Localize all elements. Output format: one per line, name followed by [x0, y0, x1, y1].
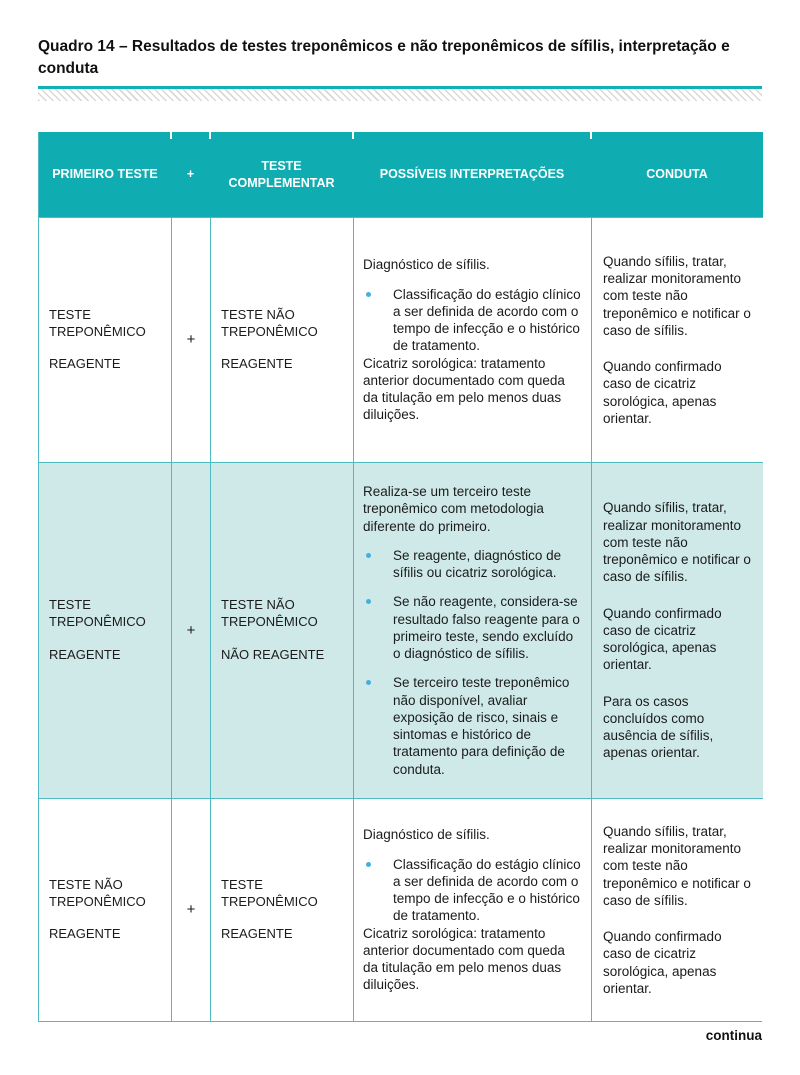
continuation-label: continua	[705, 1028, 762, 1043]
row3-interpretation-cell	[353, 798, 591, 1021]
row1-first-test-name: TESTE TREPONÊMICO	[49, 306, 146, 339]
interpretation-bullet: Se reagente, diagnóstico de sífilis ou cicatriz sorológica.	[363, 547, 581, 582]
col-header-complementary-test: TESTE COMPLEMENTAR	[210, 132, 353, 217]
conduct-paragraph: Quando confirmado caso de cicatriz sorológica, apenas orientar.	[603, 605, 722, 673]
row1-interpretation-cell	[353, 217, 591, 462]
col-header-first-test: PRIMEIRO TESTE	[39, 132, 171, 217]
page-content	[38, 0, 762, 1043]
row2-first-test-result: REAGENTE	[49, 646, 121, 662]
row3-plus-cell: +	[171, 798, 210, 1021]
row2-interpretation-cell	[353, 462, 591, 798]
row1-conduct-cell	[591, 217, 763, 462]
row1-plus-cell: +	[171, 217, 210, 462]
row3-first-test-cell	[39, 798, 171, 1021]
row2-complementary-test-name: TESTE NÃO TREPONÊMICO	[221, 597, 318, 630]
row2-complementary-test-result: NÃO REAGENTE	[221, 646, 325, 662]
conduct-paragraph: Quando sífilis, tratar, realizar monitoramento com teste não treponêmico e notificar o caso de sífilis.	[603, 823, 751, 908]
interpretation-bullet: Se não reagente, considera-se resultado falso reagente para o primeiro teste, sendo excluído o diagnóstico de sífilis.	[363, 593, 581, 662]
conduct-paragraph: Quando confirmado caso de cicatriz sorológica, apenas orientar.	[603, 929, 722, 996]
row2-complementary-test-cell	[210, 462, 353, 798]
row2-first-test-name: TESTE TREPONÊMICO	[49, 597, 146, 630]
row2-plus-cell: +	[171, 462, 210, 798]
row3-first-test-result: REAGENTE	[49, 926, 121, 942]
row1-complementary-test-name: TESTE NÃO TREPONÊMICO	[221, 306, 318, 339]
row3-complementary-test-name: TESTE TREPONÊMICO	[221, 876, 318, 909]
results-table	[38, 132, 762, 1022]
row2-conduct-cell	[591, 462, 763, 798]
row3-complementary-test-cell	[210, 798, 353, 1021]
row1-complementary-test-cell	[210, 217, 353, 462]
interpretation-intro: Realiza-se um terceiro teste treponêmico com metodologia diferente do primeiro.	[363, 484, 544, 534]
page-title: Quadro 14 – Resultados de testes treponêmicos e não treponêmicos de sífilis, interpretação e conduta	[38, 38, 730, 77]
title-divider-hatch	[38, 89, 762, 101]
conduct-paragraph: Para os casos concluídos como ausência de sífilis, apenas orientar.	[603, 693, 714, 761]
row3-first-test-name: TESTE NÃO TREPONÊMICO	[49, 876, 146, 909]
row1-first-test-result: REAGENTE	[49, 356, 121, 372]
interpretation-note: Cicatriz sorológica: tratamento anterior documentado com queda da titulação em pelo menos duas diluições.	[363, 355, 565, 423]
conduct-paragraph: Quando confirmado caso de cicatriz sorológica, apenas orientar.	[603, 359, 722, 426]
col-header-plus: +	[171, 132, 210, 217]
col-header-interpretations: POSSÍVEIS INTERPRETAÇÕES	[353, 132, 591, 217]
row1-complementary-test-result: REAGENTE	[221, 356, 293, 372]
interpretation-bullet: Classificação do estágio clínico a ser definida de acordo com o tempo de infecção e o histórico de tratamento.	[363, 286, 581, 355]
row3-complementary-test-result: REAGENTE	[221, 926, 293, 942]
row3-conduct-cell	[591, 798, 763, 1021]
interpretation-note: Cicatriz sorológica: tratamento anterior documentado com queda da titulação em pelo menos duas diluições.	[363, 925, 565, 993]
col-header-conduct: CONDUTA	[591, 132, 763, 217]
row1-first-test-cell	[39, 217, 171, 462]
interpretation-bullet: Se terceiro teste treponêmico não disponível, avaliar exposição de risco, sinais e sintomas e histórico de tratamento para definição de conduta.	[363, 674, 581, 778]
row2-first-test-cell	[39, 462, 171, 798]
interpretation-intro: Diagnóstico de sífilis.	[363, 827, 490, 843]
conduct-paragraph: Quando sífilis, tratar, realizar monitoramento com teste não treponêmico e notificar o caso de sífilis.	[603, 253, 751, 338]
interpretation-intro: Diagnóstico de sífilis.	[363, 257, 490, 273]
interpretation-bullet: Classificação do estágio clínico a ser definida de acordo com o tempo de infecção e o histórico de tratamento.	[363, 856, 581, 925]
conduct-paragraph: Quando sífilis, tratar, realizar monitoramento com teste não treponêmico e notificar o caso de sífilis.	[603, 500, 751, 585]
